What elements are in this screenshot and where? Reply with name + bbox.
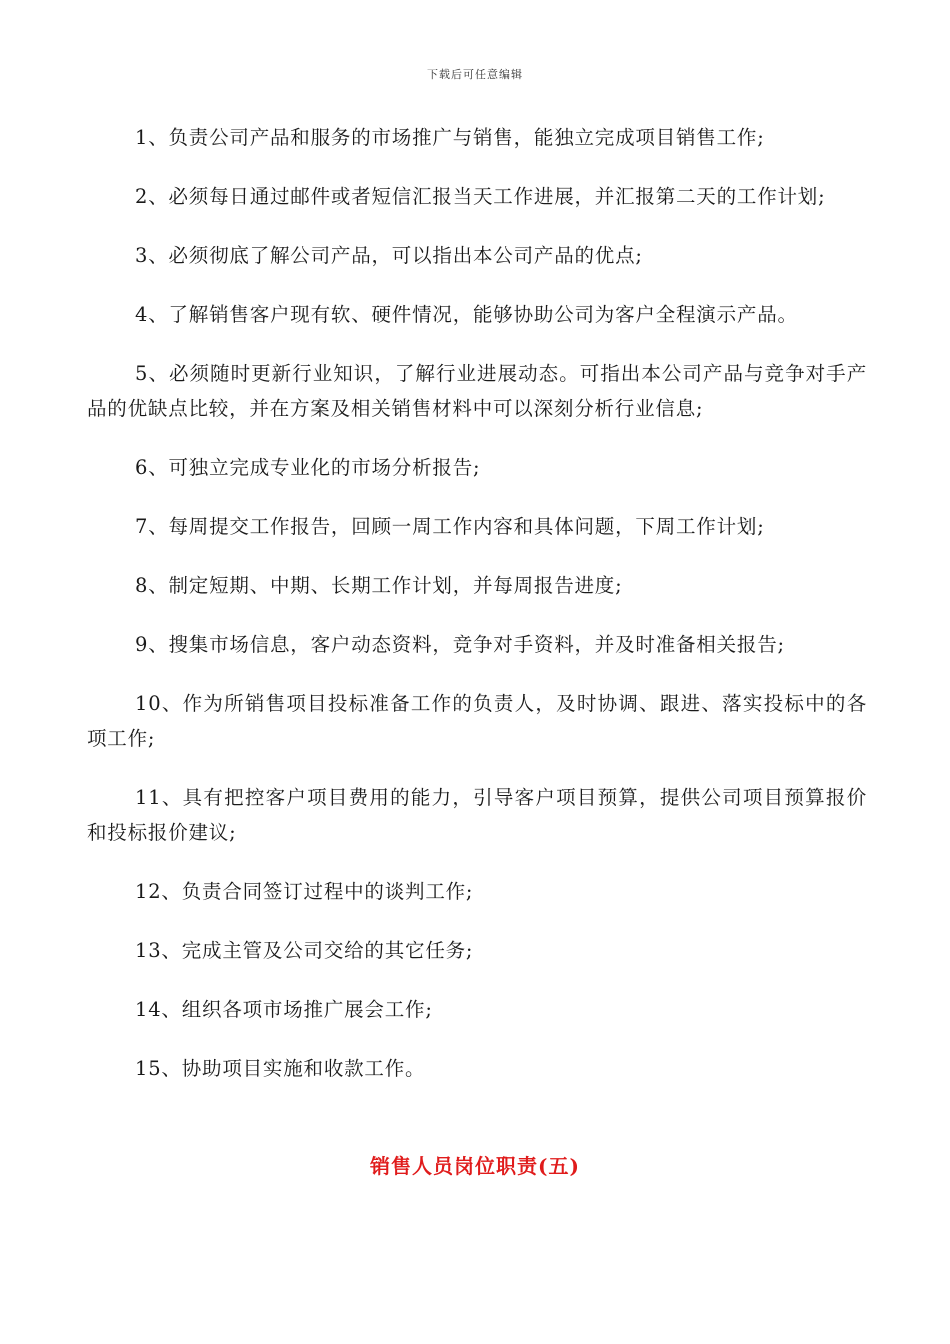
duty-item-13: 13、完成主管及公司交给的其它任务; — [135, 939, 474, 962]
duty-item-5: 5、必须随时更新行业知识，了解行业进展动态。可指出本公司产品与竞争对手产品的优缺点比较，并在方案及相关销售材料中可以深刻分析行业信息; — [87, 362, 867, 420]
duty-item-2: 2、必须每日通过邮件或者短信汇报当天工作进展，并汇报第二天的工作计划; — [135, 185, 826, 208]
duty-item-1: 1、负责公司产品和服务的市场推广与销售，能独立完成项目销售工作; — [135, 126, 765, 149]
duty-item-14: 14、组织各项市场推广展会工作; — [135, 998, 433, 1021]
duty-item-8: 8、制定短期、中期、长期工作计划，并每周报告进度; — [135, 574, 623, 597]
duty-list — [87, 120, 867, 1110]
section-heading: 销售人员岗位职责(五) — [370, 1154, 580, 1178]
duty-item-11: 11、具有把控客户项目费用的能力，引导客户项目预算，提供公司项目预算报价和投标报价建议; — [87, 786, 867, 844]
duty-item-10: 10、作为所销售项目投标准备工作的负责人，及时协调、跟进、落实投标中的各项工作; — [87, 692, 867, 750]
duty-item-12: 12、负责合同签订过程中的谈判工作; — [135, 880, 474, 903]
header-note: 下载后可任意编辑 — [427, 68, 523, 81]
duty-item-6: 6、可独立完成专业化的市场分析报告; — [135, 456, 481, 479]
duty-item-3: 3、必须彻底了解公司产品，可以指出本公司产品的优点; — [135, 244, 643, 267]
duty-item-15: 15、协助项目实施和收款工作。 — [135, 1057, 426, 1080]
duty-item-7: 7、每周提交工作报告，回顾一周工作内容和具体问题，下周工作计划; — [135, 515, 765, 538]
duty-item-9: 9、搜集市场信息，客户动态资料，竞争对手资料，并及时准备相关报告; — [135, 633, 785, 656]
duty-item-4: 4、了解销售客户现有软、硬件情况，能够协助公司为客户全程演示产品。 — [135, 303, 798, 326]
